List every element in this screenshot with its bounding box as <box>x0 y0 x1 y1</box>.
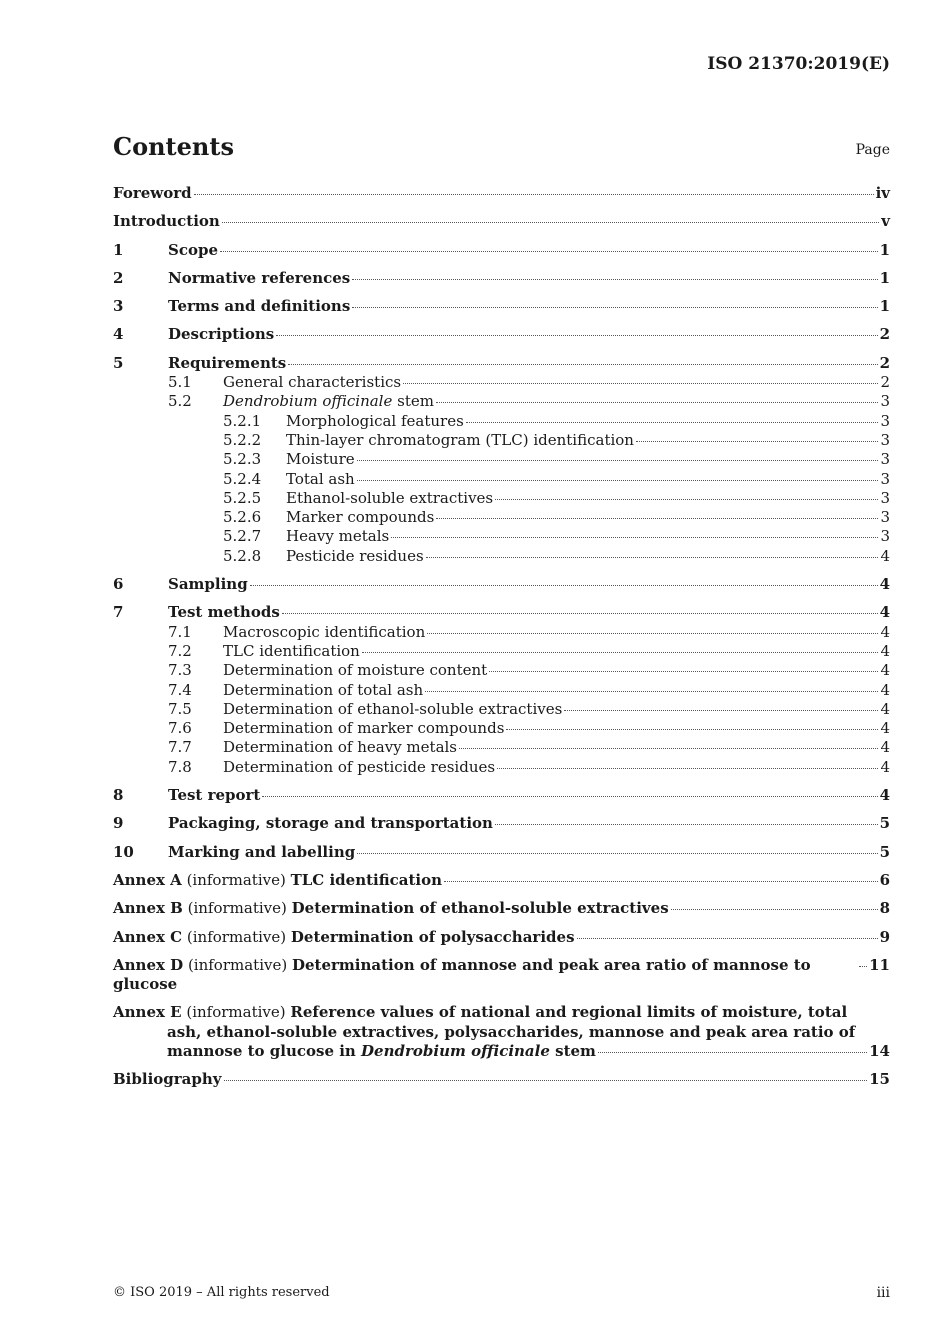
toc-entry[interactable] <box>113 527 890 546</box>
toc-entry[interactable] <box>113 325 890 344</box>
toc-entry-title[interactable]: Packaging, storage and transportation <box>168 814 493 833</box>
toc-entry-number: 5.2.4 <box>223 469 262 488</box>
dot-leader <box>352 306 877 308</box>
toc-entry-number: 5 <box>113 353 124 372</box>
toc-entry-title[interactable]: Test methods <box>168 603 280 622</box>
annex-page: 8 <box>879 899 890 918</box>
toc-entry[interactable] <box>113 392 890 411</box>
toc-entry-page: 3 <box>880 508 890 527</box>
toc-entry-title[interactable]: Moisture <box>286 450 355 469</box>
toc-entry[interactable] <box>113 700 890 719</box>
toc-entry[interactable] <box>113 241 890 260</box>
toc-entry-title[interactable]: Determination of pesticide residues <box>223 757 496 776</box>
toc-entry-page: 4 <box>880 622 890 641</box>
toc-entry-title[interactable]: Heavy metals <box>286 527 390 546</box>
dot-leader <box>357 852 877 854</box>
toc-entry-title[interactable]: Bibliography <box>113 1070 222 1089</box>
toc-entry-number: 3 <box>113 297 124 316</box>
toc-entry-number: 5.1 <box>168 373 192 392</box>
toc-entry-title[interactable]: Morphological features <box>286 411 464 430</box>
annex-type: (informative) <box>181 1003 291 1022</box>
toc-entry-title[interactable]: Ethanol-soluble extractives <box>286 488 494 507</box>
annex-type: (informative) <box>181 870 291 889</box>
annex-title[interactable] <box>113 956 857 995</box>
dot-leader <box>220 250 878 252</box>
toc-entry-number: 2 <box>113 268 124 287</box>
toc-entry-number: 5.2 <box>168 392 192 411</box>
toc-entry-page: 2 <box>879 325 890 344</box>
toc-entry[interactable] <box>113 508 890 527</box>
annex-e-line-1 <box>113 1003 890 1022</box>
dot-leader <box>288 363 877 365</box>
toc-entry[interactable] <box>113 212 890 231</box>
toc-entry[interactable] <box>113 184 890 203</box>
toc-entry-title[interactable]: Scope <box>168 240 219 259</box>
toc-entry-page: 3 <box>880 450 890 469</box>
toc-entry-page: 3 <box>880 488 890 507</box>
toc-entry-page: 3 <box>880 469 890 488</box>
toc-entry[interactable] <box>113 575 890 594</box>
dot-leader <box>362 651 879 653</box>
dot-leader <box>276 334 877 336</box>
toc-entry-title[interactable]: Determination of ethanol-soluble extractives <box>223 699 563 718</box>
toc-entry-number: 7.2 <box>168 641 192 660</box>
toc-entry-page: v <box>881 212 890 231</box>
toc-entry-page: 4 <box>880 757 890 776</box>
toc-entry-page: 4 <box>879 786 890 805</box>
dot-leader <box>444 880 878 882</box>
annex-heading-line-1: Reference values of national and regional limits of moisture, total <box>290 1003 848 1022</box>
annex-title[interactable] <box>113 899 669 918</box>
toc-entry-page: 1 <box>879 240 890 259</box>
toc-annex-entry[interactable] <box>113 899 890 918</box>
toc-entry[interactable] <box>113 661 890 680</box>
toc-annex-entry[interactable] <box>113 928 890 947</box>
toc-entry-number: 7.6 <box>168 719 192 738</box>
toc-entry-title[interactable]: Total ash <box>286 469 355 488</box>
annex-label: Annex A <box>113 870 182 889</box>
dot-leader <box>426 556 879 558</box>
toc-entry-page: 4 <box>880 546 890 565</box>
annex-heading: TLC identification <box>290 870 443 889</box>
annex-heading-line-3-pre: mannose to glucose in <box>167 1041 362 1060</box>
toc-entry-page: 4 <box>880 641 890 660</box>
toc-entry-number: 7.7 <box>168 738 192 757</box>
toc-entry-page: iv <box>875 184 890 202</box>
annex-label: Annex E <box>113 1003 182 1022</box>
toc-entry[interactable] <box>113 843 890 862</box>
toc-entry-title[interactable]: Terms and definitions <box>168 297 351 316</box>
toc-entry-page: 15 <box>869 1070 890 1089</box>
document-id: ISO 21370:2019(E) <box>707 54 890 74</box>
toc-entry[interactable] <box>113 814 890 833</box>
dot-leader <box>598 1051 867 1053</box>
dot-leader <box>250 584 878 586</box>
toc-entry-number: 5.2.5 <box>223 488 262 507</box>
copyright-notice: © ISO 2019 – All rights reserved <box>113 1285 330 1300</box>
toc-entry[interactable] <box>113 681 890 700</box>
toc-entry[interactable] <box>113 719 890 738</box>
annex-page: 6 <box>879 870 890 889</box>
annex-title[interactable] <box>113 871 442 890</box>
dot-leader <box>194 193 874 195</box>
dot-leader <box>357 459 879 461</box>
toc-entry[interactable] <box>113 489 890 508</box>
toc-entry-page: 1 <box>879 268 890 287</box>
toc-entry-page: 5 <box>879 814 890 833</box>
toc-entry-title[interactable]: Normative references <box>168 268 351 287</box>
toc-entry-page: 2 <box>880 373 890 392</box>
table-of-contents <box>113 184 890 1090</box>
dot-leader <box>262 795 877 797</box>
toc-entry[interactable] <box>113 450 890 469</box>
toc-entry[interactable] <box>113 786 890 805</box>
annex-title[interactable] <box>113 928 575 947</box>
toc-entry-title[interactable]: Marking and labelling <box>168 842 356 861</box>
toc-entry-title-italic: Dendrobium officinale <box>223 392 393 411</box>
toc-entry[interactable] <box>113 738 890 757</box>
toc-entry-title[interactable]: TLC identification <box>223 641 360 660</box>
annex-heading-line-3[interactable] <box>167 1042 596 1061</box>
toc-entry-number: 8 <box>113 786 124 805</box>
toc-entry-title[interactable]: Test report <box>168 786 261 805</box>
toc-entry-title[interactable]: Determination of moisture content <box>223 661 488 680</box>
dot-leader <box>859 965 867 967</box>
toc-entry-page: 4 <box>880 738 890 757</box>
toc-entry-number: 1 <box>113 240 124 259</box>
dot-leader <box>427 632 878 634</box>
toc-entry-title[interactable]: Marker compounds <box>286 508 435 527</box>
toc-entry-page: 2 <box>879 353 890 372</box>
annex-type: (informative) <box>182 899 292 918</box>
toc-entry-page: 1 <box>879 297 890 316</box>
dot-leader <box>495 823 878 825</box>
annex-page: 14 <box>869 1041 890 1060</box>
toc-entry-number: 9 <box>113 814 124 833</box>
page-title: Contents <box>113 132 234 161</box>
toc-entry-number: 5.2.2 <box>223 430 262 449</box>
toc-annex-entry[interactable] <box>113 871 890 890</box>
annex-heading-line-2: ash, ethanol-soluble extractives, polysaccharides, mannose and peak area ratio of <box>167 1022 856 1041</box>
dot-leader <box>391 536 878 538</box>
dot-leader <box>222 221 879 223</box>
dot-leader <box>577 937 878 939</box>
annex-page: 9 <box>879 927 890 946</box>
annex-heading: Determination of ethanol-soluble extractives <box>291 899 669 918</box>
annex-label: Annex B <box>113 899 183 918</box>
dot-leader <box>497 767 878 769</box>
annex-heading-line-3-italic: Dendrobium officinale <box>361 1041 550 1060</box>
toc-entry-title[interactable]: Macroscopic identification <box>223 622 426 641</box>
toc-entry-page: 3 <box>880 430 890 449</box>
dot-leader <box>489 670 878 672</box>
page-number: iii <box>876 1285 890 1301</box>
toc-entry-number: 10 <box>113 842 134 861</box>
toc-entry-page: 4 <box>880 680 890 699</box>
dot-leader <box>466 421 879 423</box>
dot-leader <box>564 709 878 711</box>
toc-entry-number: 5.2.1 <box>223 411 262 430</box>
toc-entry-title[interactable]: Requirements <box>168 353 287 372</box>
toc-entry-page: 3 <box>880 527 890 546</box>
toc-entry-page: 4 <box>879 575 890 594</box>
dot-leader <box>671 908 878 910</box>
toc-entry[interactable] <box>113 297 890 316</box>
toc-entry-number: 7.1 <box>168 622 192 641</box>
annex-page: 11 <box>869 955 890 974</box>
toc-entry-number: 7.8 <box>168 757 192 776</box>
toc-entry-number: 7.4 <box>168 680 192 699</box>
dot-leader <box>436 517 878 519</box>
dot-leader <box>459 747 878 749</box>
toc-entry-title[interactable]: Determination of total ash <box>223 680 424 699</box>
annex-heading: Determination of mannose and peak area ratio of mannose to glucose <box>113 955 811 994</box>
annex-heading-line-3-post: stem <box>549 1041 596 1060</box>
toc-entry-title[interactable]: Determination of marker compounds <box>223 719 505 738</box>
toc-entry[interactable] <box>113 412 890 431</box>
toc-entry-title-rest: stem <box>392 392 434 411</box>
toc-entry[interactable] <box>113 642 890 661</box>
toc-entry[interactable] <box>113 269 890 288</box>
toc-entry-number: 5.2.3 <box>223 450 262 469</box>
toc-entry-bibliography[interactable] <box>113 1070 890 1089</box>
toc-entry-title[interactable]: Foreword <box>113 184 192 202</box>
dot-leader <box>352 278 877 280</box>
toc-entry[interactable] <box>113 547 890 566</box>
toc-entry-page: 4 <box>879 603 890 622</box>
toc-entry-number: 5.2.8 <box>223 546 262 565</box>
toc-entry-page: 4 <box>880 699 890 718</box>
toc-entry-page: 5 <box>879 842 890 861</box>
toc-entry-number: 7 <box>113 603 124 622</box>
toc-entry-number: 5.2.7 <box>223 527 262 546</box>
toc-entry-page: 3 <box>880 392 890 411</box>
toc-entry[interactable] <box>113 470 890 489</box>
annex-label: Annex D <box>113 955 184 974</box>
toc-entry-title[interactable] <box>223 392 434 411</box>
dot-leader <box>425 690 878 692</box>
toc-entry[interactable] <box>113 603 890 622</box>
dot-leader <box>357 479 879 481</box>
toc-annex-entry[interactable] <box>113 1003 890 1061</box>
toc-entry-number: 7.5 <box>168 699 192 718</box>
toc-entry-title[interactable]: Descriptions <box>168 325 275 344</box>
toc-entry-number: 5.2.6 <box>223 508 262 527</box>
dot-leader <box>636 440 878 442</box>
page-column-label: Page <box>855 142 890 158</box>
toc-entry-page: 3 <box>880 411 890 430</box>
toc-entry[interactable] <box>113 431 890 450</box>
toc-annex-entry[interactable] <box>113 956 890 995</box>
annex-type: (informative) <box>182 927 291 946</box>
dot-leader <box>495 498 878 500</box>
dot-leader <box>282 612 878 614</box>
toc-entry-number: 6 <box>113 575 124 594</box>
toc-entry-number: 7.3 <box>168 661 192 680</box>
dot-leader <box>436 401 878 403</box>
toc-entry-title[interactable]: Introduction <box>113 212 220 231</box>
toc-entry-title[interactable]: Sampling <box>168 575 248 594</box>
annex-e-line-3 <box>113 1042 890 1061</box>
toc-entry-page: 4 <box>880 719 890 738</box>
annex-heading: Determination of polysaccharides <box>290 927 575 946</box>
toc-entry-number: 4 <box>113 325 124 344</box>
toc-entry[interactable] <box>113 623 890 642</box>
toc-entry[interactable] <box>113 373 890 392</box>
toc-entry[interactable] <box>113 354 890 373</box>
toc-entry-title[interactable]: Pesticide residues <box>286 546 424 565</box>
dot-leader <box>403 382 878 384</box>
toc-entry-title[interactable]: General characteristics <box>223 373 402 392</box>
annex-type: (informative) <box>183 955 292 974</box>
dot-leader <box>506 728 878 730</box>
toc-entry-title[interactable]: Thin-layer chromatogram (TLC) identification <box>286 430 634 449</box>
toc-entry-page: 4 <box>880 661 890 680</box>
toc-entry-title[interactable]: Determination of heavy metals <box>223 738 458 757</box>
annex-label: Annex C <box>113 927 183 946</box>
toc-entry[interactable] <box>113 758 890 777</box>
dot-leader <box>224 1079 868 1081</box>
